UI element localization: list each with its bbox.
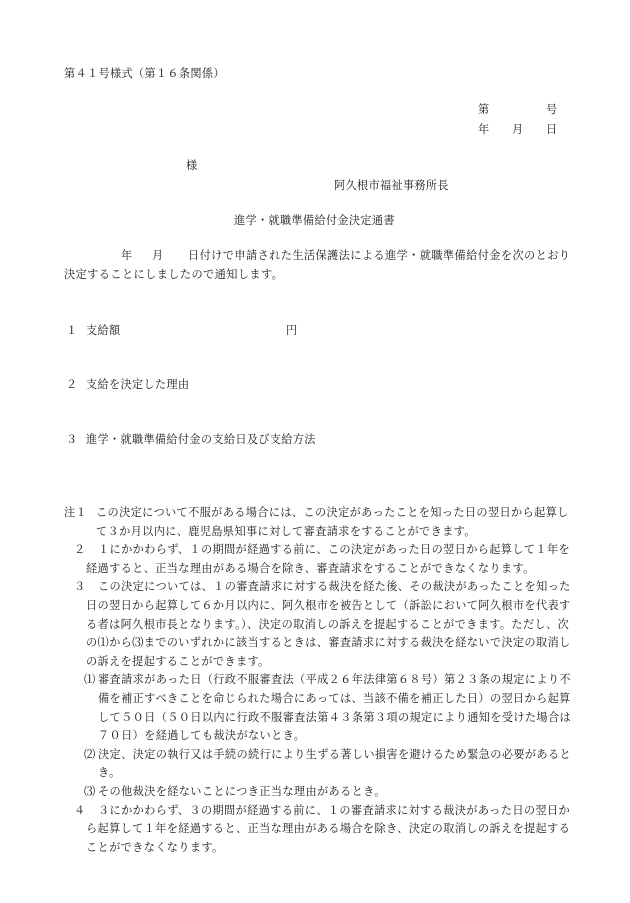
note-2: [64, 541, 574, 578]
notes-section: [64, 504, 574, 857]
date-month-label: 月: [512, 123, 524, 136]
number-label-left: 第: [478, 103, 490, 116]
body-year: 年: [121, 249, 133, 262]
note-3-text: この決定については、１の審査請求に対する裁決を経た後、その裁決があったことを知った日の翌日から起算して６か月以内に、阿久根市を被告として（訴訟において阿久根市を代表する者は阿久根市長となります。）、決定の取消しの訴えを提起することができます。ただし、次の⑴から⑶までのいずれかに該当するときは、審査請求に対する裁決を経ないで決定の取消しの訴えを提起することができます。: [86, 580, 571, 668]
note-2-number: ２: [74, 543, 86, 557]
item-3-label: 進学・就職準備給付金の支給日及び支給方法: [86, 433, 316, 446]
note-1: [64, 504, 574, 541]
date-day-label: 日: [546, 123, 558, 136]
note-4-text: ３にかかわらず、３の期間が経過する前に、１の審査請求に対する裁決があった日の翌日から起算して１年を経過すると、正当な理由がある場合を除き、決定の取消しの訴えを提起することができなくなります。: [86, 803, 571, 854]
number-label-right: 号: [546, 103, 558, 116]
note-4-number: ４: [74, 803, 86, 817]
addressee-honorific: 様: [186, 159, 198, 172]
item-1-label: 支給額: [86, 324, 121, 337]
item-2-number: ２: [66, 378, 78, 391]
note-3-sub-1-number: ⑴: [84, 673, 96, 687]
note-3-sub-2-text: 決定、決定の執行又は手続の続行により生ずる著しい損害を避けるため緊急の必要があるとき。: [98, 747, 572, 780]
body-text: 日付けで申請された生活保護法による進学・就職準備給付金を次のとおり決定することにしましたので通知します。: [64, 249, 571, 281]
note-3-sub-3-text: その他裁決を経ないことにつき正当な理由があるとき。: [98, 784, 386, 798]
note-3-sub-1-text: 審査請求があった日（行政不服審査法（平成２６年法律第６８号）第２３条の規定により不備を補正すべきことを命じられた場合にあっては、当該不備を補正した日）の翌日から起算して５０日（５０日以内に行政不服審査法第４３条第３項の規定により通知を受けた場合は７０日）を経過しても裁決がないとき。: [98, 673, 572, 743]
note-3-sub-2: [64, 746, 574, 783]
note-1-number: 注１: [64, 506, 88, 519]
note-1-text: この決定について不服がある場合には、この決定があったことを知った日の翌日から起算して３か月以内に、鹿児島県知事に対して審査請求をすることができます。: [96, 506, 569, 538]
note-3-sub-1: [64, 671, 574, 745]
note-3-sub-3: [64, 783, 574, 802]
form-number: 第４１号様式（第１６条関係）: [64, 67, 225, 80]
body-month: 月: [152, 249, 164, 262]
item-1-unit: 円: [286, 324, 298, 337]
note-3-number: ３: [74, 580, 86, 594]
note-3-sub-2-number: ⑵: [84, 747, 96, 761]
item-1-number: １: [66, 324, 78, 337]
issuer-name: 阿久根市福祉事務所長: [334, 179, 449, 192]
note-3: [64, 578, 574, 671]
note-4: [64, 802, 574, 858]
date-year-label: 年: [478, 123, 490, 136]
document-title: 進学・就職準備給付金決定通書: [234, 214, 395, 227]
item-2-label: 支給を決定した理由: [86, 378, 190, 391]
item-3-number: ３: [66, 433, 78, 446]
note-2-text: １にかかわらず、１の期間が経過する前に、この決定があった日の翌日から起算して１年を経過すると、正当な理由がある場合を除き、審査請求をすることができなくなります。: [86, 543, 571, 575]
note-3-sub-3-number: ⑶: [84, 784, 96, 798]
